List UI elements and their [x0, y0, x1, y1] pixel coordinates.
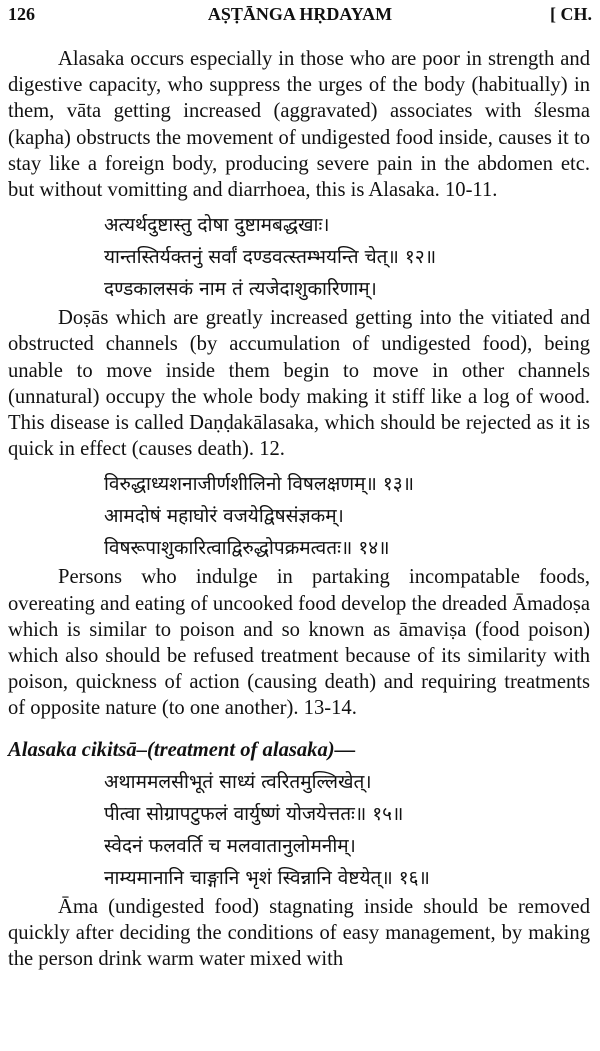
verse-12 — [104, 209, 590, 305]
chapter-marker: [ CH. — [550, 4, 592, 24]
paragraph-ama-treatment: Āma (undigested food) stagnating inside should be removed quickly after deciding the conditions of easy management, by making the person drink warm water mixed with — [8, 895, 590, 971]
running-header — [8, 4, 592, 30]
verse-line: स्वेदनं फलवर्ति च मलवातानुलोमनीम्। — [104, 834, 356, 857]
paragraph-amadosa: Persons who indulge in partaking incompatable foods, overeating and eating of uncooked food develop the dreaded Āmadoṣa which is similar to poison and so known as āmaviṣa (food poison) which also should be refused treatment because of its similarity with poison, quickness of action (causing death) and requiring treatments of opposite nature (to one another). 13-14. — [8, 566, 590, 720]
verse-line: विरुद्धाध्यशनाजीर्णशीलिनो विषलक्षणम्॥ १३॥ — [104, 473, 415, 496]
page-number: 126 — [8, 4, 35, 24]
paragraph-alasaka: Alasaka occurs especially in those who are poor in strength and digestive capacity, who suppress the urges of the body (habitually) in them, vāta getting increased (aggravated) associates with ślesma (kapha) obstructs the movement of undigested food inside, causes it to stay like a foreign body, producing severe pain in the abdomen etc. but without vomitting and diarrhoea, this is Alasaka. 10-11. — [8, 48, 590, 202]
section-title: Alasaka cikitsā–(treatment of alasaka)— — [8, 738, 356, 761]
verse-line: अथाममलसीभूतं साध्यं त्वरितमुल्लिखेत्। — [104, 770, 372, 793]
verse-line: आमदोषं महाघोरं वजयेद्विषसंज्ञकम्। — [104, 505, 344, 528]
verse-line: यान्तस्तिर्यक्तनुं सर्वां दण्डवत्स्तम्भयन्ति चेत्॥ १२॥ — [104, 246, 437, 269]
verse-line: अत्यर्थदुष्टास्तु दोषा दुष्टामबद्धखाः। — [104, 214, 330, 237]
verse-15-16 — [104, 766, 590, 894]
page-body — [8, 46, 590, 972]
verse-line: दण्डकालसकं नाम तं त्यजेदाशुकारिणाम्। — [104, 278, 377, 301]
book-title: AṢṬĀNGA HṚDAYAM — [207, 4, 393, 24]
paragraph-dandakalasaka: Doṣās which are greatly increased getting into the vitiated and obstructed channels (by accumulation of undigested food), being unable to move inside them begin to move in other channels (unnatural) occupy the whole body making it stiff like a log of wood. This disease is called Daṇḍakālasaka, which should be rejected as it is quick in effect (causes death). 12. — [8, 307, 590, 461]
verse-line: पीत्वा सोग्रापटुफलं वार्युष्णं योजयेत्ततः॥ १५॥ — [104, 802, 404, 825]
verse-line: विषरूपाशुकारित्वाद्विरुद्धोपक्रमत्वतः॥ १४॥ — [104, 537, 390, 560]
verse-line: नाम्यमानानि चाङ्गानि भृशं स्विन्नानि वेष्टयेत्॥ १६॥ — [104, 866, 430, 889]
verse-13-14 — [104, 468, 590, 564]
